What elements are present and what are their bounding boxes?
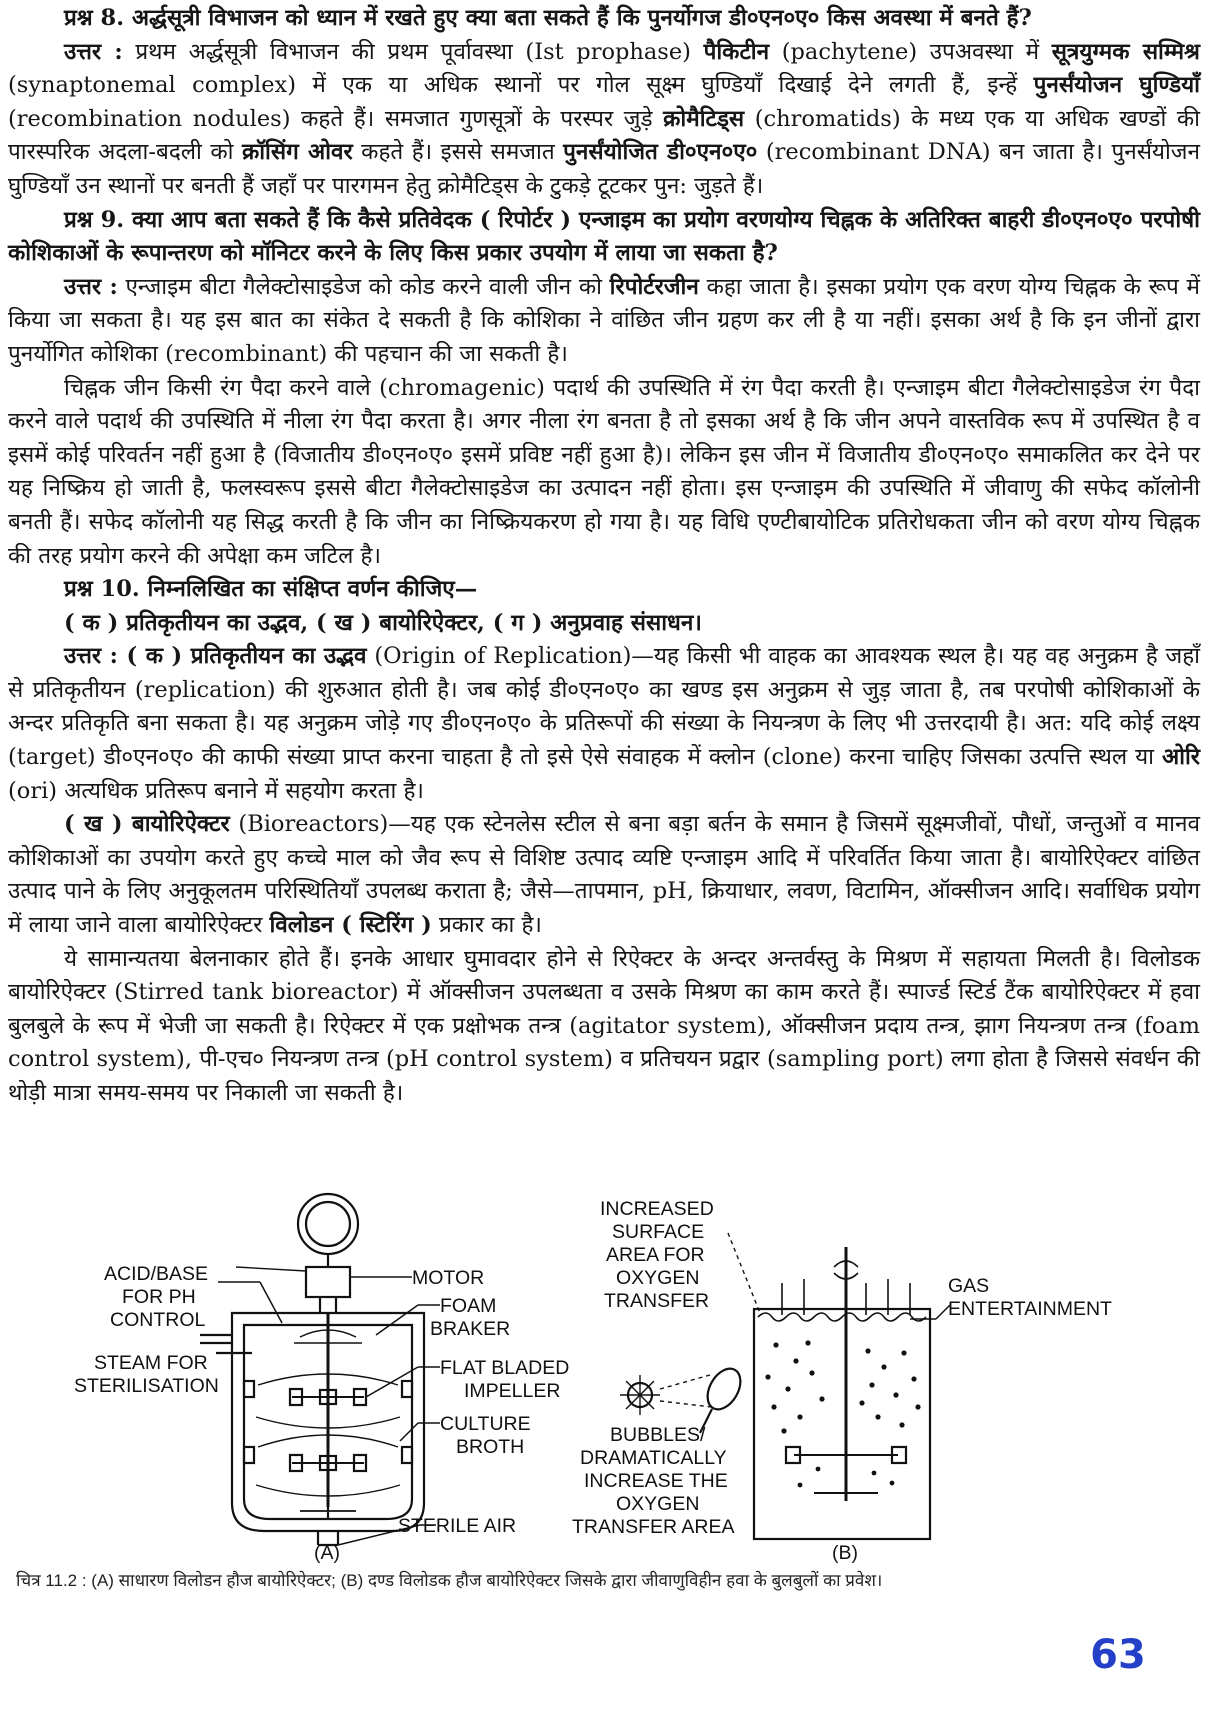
bioreactor-figure — [0, 1185, 1206, 1565]
answer-9: उत्तर : एन्जाइम बीटा गैलेक्टोसाइडेज को कोड करने वाली जीन को रिपोर्टरजीन कहा जाता है। इसका प्रयोग एक वरण योग्य चिह्नक के रूप में किया जा सकता है। यह इस बात का संकेत दे सकती है कि कोशिका ने वांछित जीन ग्रहण कर ली है या नहीं। इसका अर्थ है कि इन जीनों द्वारा पुनर्योगित कोशिका (recombinant) की पहचान की जा सकती है। — [8, 273, 1200, 367]
label-gas: GAS — [948, 1275, 990, 1297]
label-oxygen-2: OXYGEN — [616, 1493, 700, 1515]
page-number: 63 — [1090, 1632, 1146, 1678]
answer-10-paragraph-3: ये सामान्यतया बेलनाकार होते हैं। इनके आधार घुमावदार होने से रिऐक्टर के अन्दर अन्तर्वस्तु के मिश्रण में सहायता मिलती है। विलोडक बायोरिऐक्टर (Stirred tank bioreactor) में ऑक्सीजन उपलब्धता व उसके मिश्रण का काम करते हैं। स्पार्ज्ड स्टिर्ड टैंक बायोरिऐक्टर में हवा बुलबुले के रूप में भेजी जा सकती है। रिऐक्टर में एक प्रक्षोभक तन्त्र (agitator system), ऑक्सीजन प्रदाय तन्त्र, झाग नियन्त्रण तन्त्र (foam control system), पी-एच० नियन्त्रण तन्त्र (pH control system) व प्रतिचयन प्रद्वार (sampling port) लगा होता है जिससे संवर्धन की थोड़ी मात्रा समय-समय पर निकाली जा सकती है। — [8, 945, 1200, 1106]
term-ori: ओरि — [1161, 744, 1200, 771]
label-impeller-line-2: IMPELLER — [464, 1380, 561, 1402]
term-stirring: विलोडन ( स्टिरिंग ) — [269, 912, 432, 939]
heading-origin-of-replication: ( क ) प्रतिकृतीयन का उद्भव — [117, 643, 367, 670]
label-foam-line-2: BRAKER — [430, 1318, 511, 1340]
label-broth: CULTURE — [440, 1413, 531, 1435]
label-increase-the: INCREASE THE — [584, 1470, 728, 1492]
heading-bioreactor: ( ख ) बायोरिऐक्टर — [64, 811, 230, 838]
bioreactor-diagram — [0, 1185, 1206, 1565]
label-impeller: FLAT BLADED — [440, 1357, 570, 1379]
label-acid-base: ACID/BASE — [104, 1263, 209, 1285]
label-sterile-air: STERILE AIR — [398, 1515, 517, 1537]
label-steam: STEAM FOR — [94, 1352, 208, 1374]
magnifier-icon — [701, 1363, 747, 1415]
label-bubbles: BUBBLES/ — [610, 1424, 706, 1446]
bioreactor-b-labels — [572, 1198, 1112, 1564]
label-acid-base-line-3: CONTROL — [110, 1309, 206, 1331]
label-surface: SURFACE — [612, 1221, 705, 1243]
question-9: प्रश्न 9. क्या आप बता सकते हैं कि कैसे प्रतिवेदक ( रिपोर्टर ) एन्जाइम का प्रयोग वरणयोग्य चिह्नक के अतिरिक्त बाहरी डी०एन०ए० परपोषी कोशिकाओं के रूपान्तरण को मॉनिटर करने के लिए किस प्रकार उपयोग में लाया जा सकता है? — [8, 206, 1200, 267]
question-8: प्रश्न 8. अर्द्धसूत्री विभाजन को ध्यान में रखते हुए क्या बता सकते हैं कि पुनर्योगज डी०एन०ए० किस अवस्था में बनते हैं? — [64, 5, 1032, 31]
body-text — [8, 2, 1200, 1111]
label-steam-line-2: STERILISATION — [74, 1375, 219, 1397]
label-broth-line-2: BROTH — [456, 1436, 525, 1458]
label-motor: MOTOR — [412, 1267, 485, 1289]
question-10-subparts: ( क ) प्रतिकृतीयन का उद्भव, ( ख ) बायोरिऐक्टर, ( ग ) अनुप्रवाह संसाधन। — [64, 609, 702, 636]
answer-10-ka: उत्तर : ( क ) प्रतिकृतीयन का उद्भव (Origin of Replication)—यह किसी भी वाहक का आवश्यक स्थल है। यह वह अनुक्रम है जहाँ से प्रतिकृतीयन (replication) की शुरुआत होती है। जब कोई डी०एन०ए० का खण्ड इस अनुक्रम से जुड़ जाता है, तब परपोषी कोशिकाओं के अन्दर प्रतिकृति बना सकता है। यह अनुक्रम जोड़े गए डी०एन०ए० के प्रतिरूपों की संख्या के नियन्त्रण के लिए भी उत्तरदायी है। अत: यदि कोई लक्ष्य (target) डी०एन०ए० की काफी संख्या प्राप्त करना चाहता है तो इसे ऐसे संवाहक में क्लोन (clone) करना चाहिए जिसका उत्पत्ति स्थल या ओरि (ori) अत्यधिक प्रतिरूप बनाने में सहयोग करता है। — [8, 643, 1200, 804]
answer-label: उत्तर : — [64, 643, 118, 670]
term-recombination-nodules: पुनर्संयोजन घुण्डियाँ — [1033, 72, 1200, 99]
label-transfer: TRANSFER — [604, 1290, 710, 1312]
label-foam: FOAM — [440, 1295, 497, 1317]
answer-8: उत्तर : प्रथम अर्द्धसूत्री विभाजन की प्रथम पूर्वावस्था (Ist prophase) पैकिटीन (pachytene) उपअवस्था में सूत्रयुग्मक सम्मिश्र (synaptonemal complex) में एक या अधिक स्थानों पर गोल सूक्ष्म घुण्डियाँ दिखाई देने लगती हैं, इन्हें पुनर्संयोजन घुण्डियाँ (recombination nodules) कहते हैं। समजात गुणसूत्रों के परस्पर जुड़े क्रोमैटिड्स (chromatids) के मध्य एक या अधिक खण्डों की पारस्परिक अदला-बदली को क्रॉसिंग ओवर कहते हैं। इससे समजात पुनर्संयोजित डी०एन०ए० (recombinant DNA) बन जाता है। पुनर्संयोजन घुण्डियाँ उन स्थानों पर बनती हैं जहाँ पर पारगमन हेतु क्रोमैटिड्स के टुकड़े टूटकर पुन: जुड़ते हैं। — [8, 38, 1200, 199]
label-panel-b: (B) — [832, 1542, 858, 1564]
label-dramatically: DRAMATICALLY — [580, 1447, 727, 1469]
answer-label: उत्तर : — [64, 273, 118, 300]
answer-9-paragraph-2: चिह्नक जीन किसी रंग पैदा करने वाले (chromagenic) पदार्थ की उपस्थिति में रंग पैदा करती है। एन्जाइम बीटा गैलेक्टोसाइडेज रंग पैदा करने वाले पदार्थ की उपस्थिति में नीला रंग पैदा करता है। अगर नीला रंग बनता है तो इसका अर्थ है कि जीन अपने वास्तविक रूप में उपस्थित है व इसमें कोई परिवर्तन नहीं हुआ है (विजातीय डी०एन०ए० इसमें प्रविष्ट नहीं हुआ है)। लेकिन इस जीन में विजातीय डी०एन०ए० समाकलित कर देने पर यह निष्क्रिय हो जाती है, फलस्वरूप इससे बीटा गैलेक्टोसाइडेज का उत्पादन नहीं होता। इस एन्जाइम की उपस्थिति में जीवाणु की सफेद कॉलोनी बनती हैं। सफेद कॉलोनी यह सिद्ध करती है कि जीन का निष्क्रियकरण हो गया है। यह विधि एण्टीबायोटिक प्रतिरोधकता जीन को वरण योग्य चिह्नक की तरह प्रयोग करने की अपेक्षा कम जटिल है। — [8, 374, 1200, 569]
term-pachytene: पैकिटीन — [703, 38, 770, 65]
term-synaptonemal: सूत्रयुग्मक सम्मिश्र — [1051, 38, 1200, 65]
figure-caption: चित्र 11.2 : (A) साधारण विलोडन हौज बायोरिऐक्टर; (B) दण्ड विलोडक हौज बायोरिऐक्टर जिसके द्वारा जीवाणुविहीन हवा के बुलबुलों का प्रवेश। — [16, 1571, 883, 1590]
term-recombinant-dna: पुनर्संयोजित डी०एन०ए० — [563, 139, 758, 166]
bioreactor-a-drawing — [200, 1194, 424, 1545]
term-crossing-over: क्रॉसिंग ओवर — [241, 139, 353, 166]
label-acid-base-line-2: FOR PH — [122, 1286, 196, 1308]
label-panel-a: (A) — [314, 1542, 340, 1564]
label-entertainment: ENTERTAINMENT — [948, 1298, 1112, 1320]
term-chromatids: क्रोमैटिड्स — [663, 105, 745, 132]
label-increased: INCREASED — [600, 1198, 714, 1220]
bubbles — [765, 1340, 920, 1487]
answer-label: उत्तर : — [64, 38, 123, 65]
label-oxygen: OXYGEN — [616, 1267, 700, 1289]
motor-icon — [306, 1267, 350, 1297]
question-10: प्रश्न 10. निम्नलिखित का संक्षिप्त वर्णन कीजिए— — [64, 576, 478, 603]
label-transfer-area: TRANSFER AREA — [572, 1516, 735, 1538]
label-area-for: AREA FOR — [606, 1244, 705, 1266]
term-reporter-gene: रिपोर्टरजीन — [609, 273, 699, 300]
answer-10-kha: ( ख ) बायोरिऐक्टर (Bioreactors)—यह एक स्टेनलेस स्टील से बना बड़ा बर्तन के समान है जिसमें सूक्ष्मजीवों, पौधों, जन्तुओं व मानव कोशिकाओं का उपयोग करते हुए कच्चे माल को जैव रूप से विशिष्ट उत्पाद व्यष्टि एन्जाइम आदि में परिवर्तित किया जाता है। बायोरिऐक्टर वांछित उत्पाद पाने के लिए अनुकूलतम परिस्थितियाँ उपलब्ध कराता है; जैसे—तापमान, pH, क्रियाधार, लवण, विटामिन, ऑक्सीजन आदि। सर्वाधिक प्रयोग में लाया जाने वाला बायोरिऐक्टर विलोडन ( स्टिरिंग ) प्रकार का है। — [8, 811, 1200, 939]
